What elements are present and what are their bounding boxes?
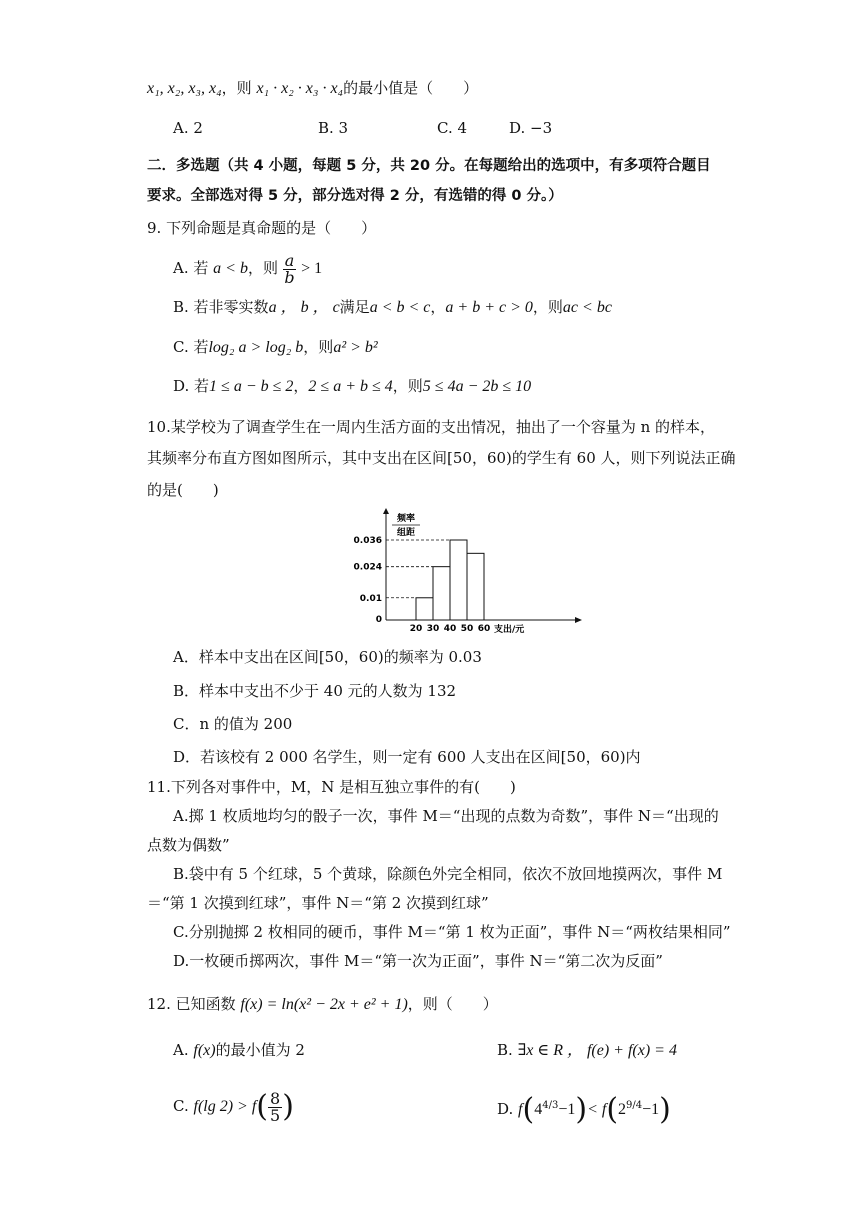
q10-stem-line1: 10.某学校为了调查学生在一周内生活方面的支出情况，抽出了一个容量为 n 的样本， bbox=[147, 418, 716, 436]
q12-c-den: 5 bbox=[270, 1105, 281, 1125]
q12-d-base2: 2 bbox=[618, 1101, 627, 1118]
histogram-chart bbox=[350, 508, 590, 643]
q9-b-mid: 满足 bbox=[339, 298, 370, 316]
bar-20-30 bbox=[416, 598, 433, 620]
y-label-bottom: 组距 bbox=[396, 528, 416, 538]
x-label: 支出/元 bbox=[494, 625, 525, 635]
q9-b-cond2: a + b + c > 0 bbox=[445, 299, 533, 316]
q9-stem: 9. 下列命题是真命题的是（ ） bbox=[147, 219, 377, 237]
q9-a-num: a bbox=[284, 250, 295, 270]
q8-vars: x₁, x₂, x₃, x₄ bbox=[147, 80, 222, 97]
q12-d-lt: < f bbox=[587, 1101, 607, 1118]
q9-b-sep: ， bbox=[430, 298, 446, 316]
q12-d-minus2: −1 bbox=[642, 1101, 660, 1118]
q12-option-d[interactable] bbox=[497, 1088, 671, 1128]
q9-option-c[interactable] bbox=[173, 337, 378, 358]
q12-option-b[interactable] bbox=[497, 1040, 677, 1061]
q9-b-then: ，则 bbox=[532, 298, 563, 316]
q9-d-cond2: 2 ≤ a + b ≤ 4 bbox=[308, 378, 393, 395]
q8-expr: x₁ · x₂ · x₃ · x₄ bbox=[256, 80, 344, 97]
q10-option-a[interactable]: A．样本中支出在区间[50，60)的频率为 0.03 bbox=[173, 648, 482, 666]
q11-option-c[interactable]: C.分别抛掷 2 枚相同的硬币，事件 M＝“第 1 枚为正面”，事件 N＝“两枚结果相同” bbox=[173, 923, 731, 941]
q9-c-result: a² > b² bbox=[333, 339, 378, 356]
q12-d-lparen2: ( bbox=[606, 1092, 619, 1127]
q9-d-sep: ， bbox=[293, 377, 309, 395]
q9-c-prefix: C. 若 bbox=[173, 338, 209, 356]
q8-option-b[interactable]: B. 3 bbox=[318, 119, 349, 137]
bar-40-50 bbox=[450, 540, 467, 620]
q12-stem-prefix: 12. 已知函数 bbox=[147, 995, 236, 1013]
q12-c-num: 8 bbox=[270, 1088, 281, 1108]
q9-b-prefix: B. 若非零实数 bbox=[173, 298, 269, 316]
q12-d-rparen1: ) bbox=[575, 1092, 588, 1127]
q9-d-cond1: 1 ≤ a − b ≤ 2 bbox=[209, 378, 294, 395]
q9-option-a[interactable] bbox=[173, 250, 322, 287]
q12-option-c[interactable] bbox=[173, 1088, 294, 1125]
q9-a-mid: ，则 bbox=[247, 259, 278, 277]
bar-30-40 bbox=[433, 567, 450, 620]
q12-d-minus1: −1 bbox=[558, 1101, 576, 1118]
q12-b-prefix: B. bbox=[497, 1041, 513, 1059]
q12-c-prefix: C. bbox=[173, 1097, 189, 1115]
q9-d-prefix: D. 若 bbox=[173, 377, 210, 395]
y-axis-arrow bbox=[383, 508, 389, 514]
q12-d-f1: f bbox=[518, 1101, 523, 1118]
q9-a-cond: a < b bbox=[213, 260, 248, 277]
x-tick-3: 50 bbox=[460, 624, 474, 634]
q11-stem: 11.下列各对事件中，M，N 是相互独立事件的有( ) bbox=[147, 778, 516, 796]
x-tick-1: 30 bbox=[426, 624, 440, 634]
y-tick-1: 0.01 bbox=[359, 593, 382, 604]
y-tick-2: 0.024 bbox=[353, 562, 382, 573]
q12-d-exp2: 9/4 bbox=[626, 1100, 643, 1111]
y-tick-0: 0 bbox=[375, 615, 382, 625]
q8-stem bbox=[147, 78, 478, 99]
y-label-top: 频率 bbox=[396, 514, 416, 524]
q10-option-b[interactable]: B．样本中支出不少于 40 元的人数为 132 bbox=[173, 682, 457, 700]
q10-stem-line3: 的是( ) bbox=[147, 481, 219, 499]
q12-d-exp1: 4/3 bbox=[542, 1100, 559, 1111]
q12-c-rparen: ) bbox=[282, 1089, 294, 1124]
q10-stem-line2: 其频率分布直方图如图所示，其中支出在区间[50，60)的学生有 60 人，则下列说法正确 bbox=[147, 449, 736, 467]
q8-stem-text: ，则 bbox=[221, 79, 252, 97]
q9-c-cond: log₂ a > log₂ b bbox=[208, 339, 304, 356]
q11-option-d[interactable]: D.一枚硬币掷两次，事件 M＝“第一次为正面”，事件 N＝“第二次为反面” bbox=[173, 952, 663, 970]
q10-option-d[interactable]: D．若该校有 2 000 名学生，则一定有 600 人支出在区间[50，60)内 bbox=[173, 748, 641, 766]
section2-heading-line1: 二．多选题（共 4 小题，每题 5 分，共 20 分。在每题给出的选项中，有多项符合题目 bbox=[147, 158, 711, 174]
q12-a-tail: 的最小值为 2 bbox=[215, 1041, 305, 1059]
q12-c-lhs: f(lg 2) > f bbox=[193, 1098, 257, 1115]
q8-option-d[interactable]: D. −3 bbox=[509, 119, 553, 137]
section2-heading-line2: 要求。全部选对得 5 分，部分选对得 2 分，有选错的得 0 分。） bbox=[147, 188, 563, 204]
q12-d-lparen1: ( bbox=[522, 1092, 535, 1127]
q12-d-rparen2: ) bbox=[659, 1092, 671, 1127]
q12-a-expr: f(x) bbox=[193, 1042, 216, 1059]
q9-option-d[interactable] bbox=[173, 376, 531, 397]
q9-d-mid: ，则 bbox=[392, 377, 423, 395]
q12-d-base1: 4 bbox=[534, 1101, 543, 1118]
q11-option-b-line1[interactable]: B.袋中有 5 个红球，5 个黄球，除颜色外完全相同，依次不放回地摸两次，事件 M bbox=[173, 865, 723, 883]
x-tick-2: 40 bbox=[443, 624, 457, 634]
q9-option-b[interactable] bbox=[173, 297, 612, 318]
q11-option-b-line2: ＝“第 1 次摸到红球”，事件 N＝“第 2 次摸到红球” bbox=[147, 894, 489, 912]
q9-a-tail: > 1 bbox=[301, 260, 323, 277]
q12-function: f(x) = ln(x² − 2x + e² + 1) bbox=[240, 996, 408, 1013]
x-axis-arrow bbox=[575, 617, 582, 623]
y-tick-3: 0.036 bbox=[353, 536, 382, 546]
q9-a-fraction bbox=[283, 250, 297, 287]
q12-stem-tail: ，则（ ） bbox=[407, 995, 498, 1013]
q9-b-cond1: a < b < c bbox=[369, 299, 431, 316]
q12-d-prefix: D. bbox=[497, 1100, 514, 1118]
q12-b-expr: ∃x ∈ R ， f(e) + f(x) = 4 bbox=[517, 1042, 677, 1059]
q8-option-c[interactable]: C. 4 bbox=[437, 119, 468, 137]
q9-d-result: 5 ≤ 4a − 2b ≤ 10 bbox=[422, 378, 532, 395]
q11-option-a-line2: 点数为偶数” bbox=[147, 836, 230, 854]
q8-stem-tail: 的最小值是（ ） bbox=[343, 79, 479, 97]
q12-option-a[interactable] bbox=[173, 1040, 305, 1061]
q9-c-mid: ，则 bbox=[303, 338, 334, 356]
x-tick-4: 60 bbox=[477, 624, 491, 634]
q9-a-prefix: A. 若 bbox=[173, 259, 209, 277]
q11-option-a-line1[interactable]: A.掷 1 枚质地均匀的骰子一次，事件 M＝“出现的点数为奇数”，事件 N＝“出现的 bbox=[173, 807, 719, 825]
q12-a-prefix: A. bbox=[173, 1041, 189, 1059]
q8-option-a[interactable]: A. 2 bbox=[173, 119, 203, 137]
q12-stem bbox=[147, 994, 498, 1015]
q12-c-lparen: ( bbox=[256, 1089, 269, 1124]
q9-a-den: b bbox=[284, 267, 295, 287]
bar-50-60 bbox=[467, 553, 484, 620]
q12-c-fraction bbox=[268, 1088, 282, 1125]
q9-b-vars: a ， b ， c bbox=[268, 299, 340, 316]
q10-option-c[interactable]: C．n 的值为 200 bbox=[173, 715, 293, 733]
x-tick-0: 20 bbox=[409, 624, 423, 634]
q9-b-result: ac < bc bbox=[562, 299, 612, 316]
